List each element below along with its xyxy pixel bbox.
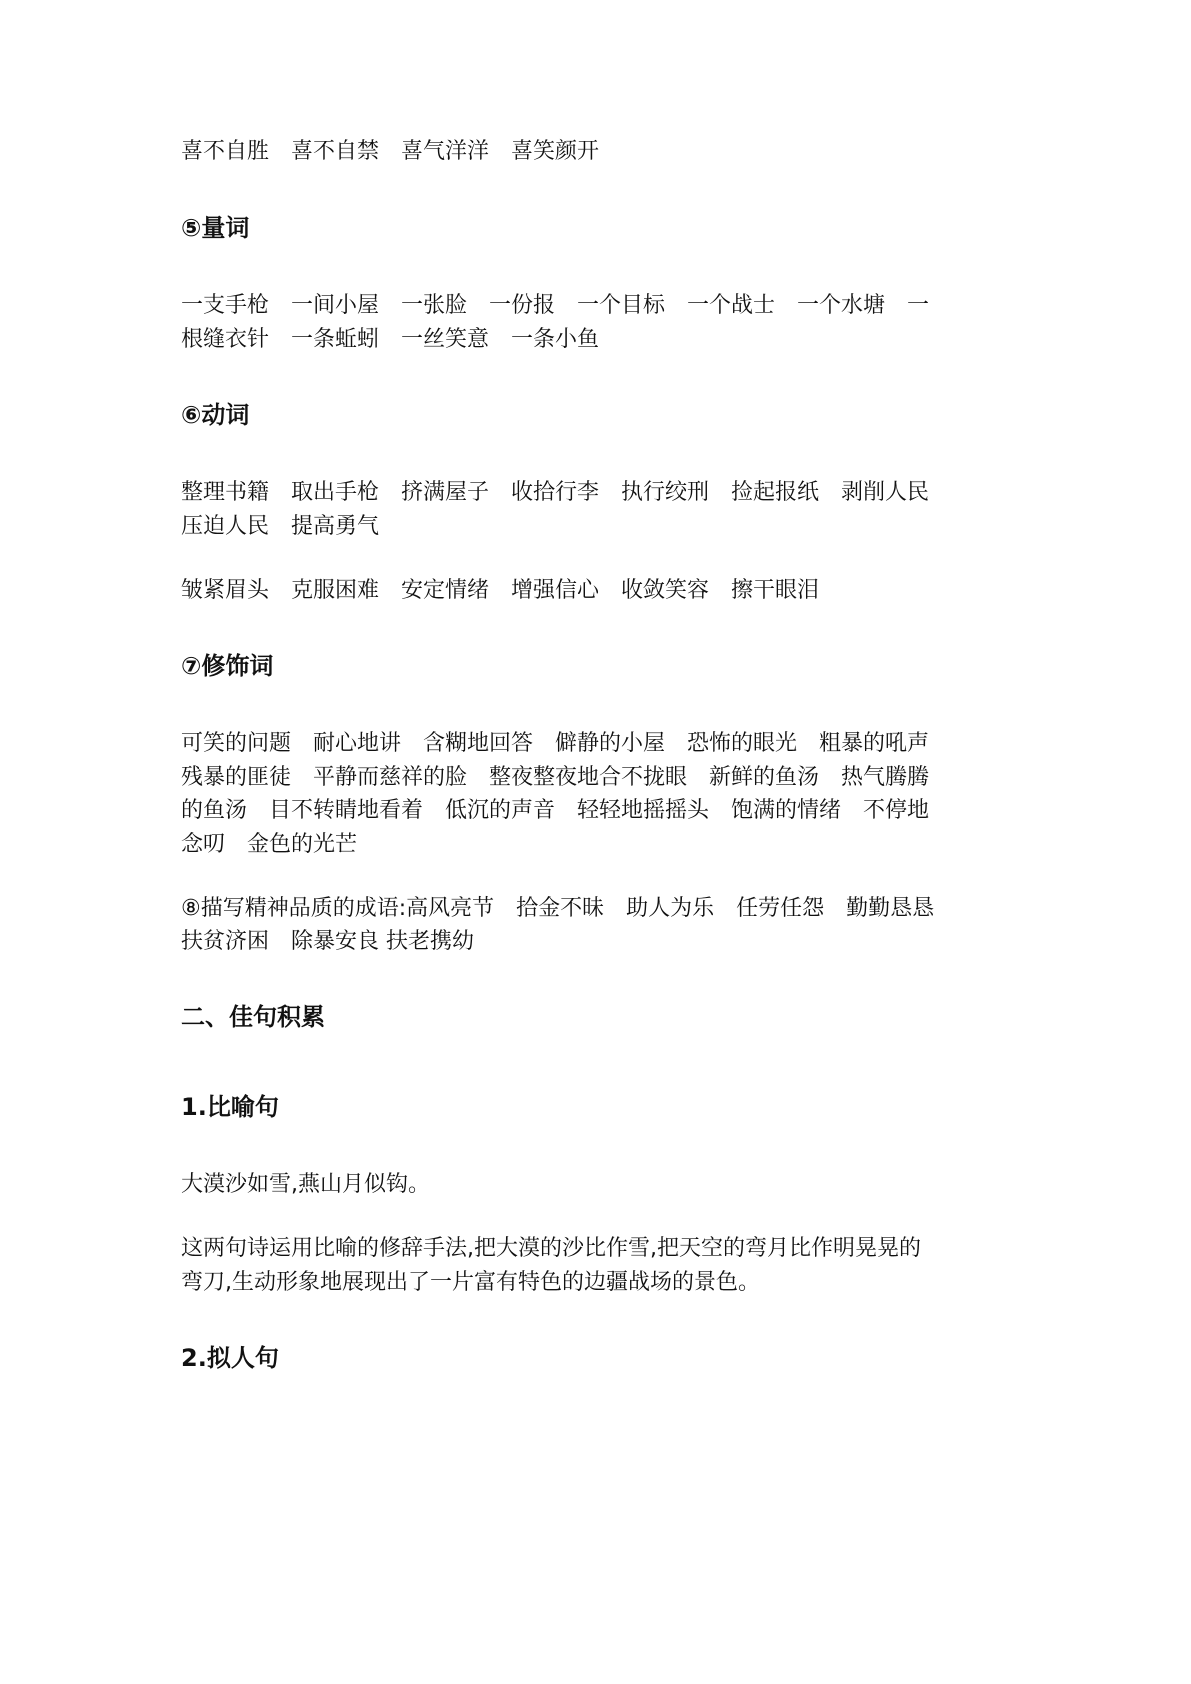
measure-words-line-1: 一支手枪 一间小屋 一张脸 一份报 一个目标 一个战士 一个水塘 一	[181, 293, 930, 318]
modifiers-line-1: 可笑的问题 耐心地讲 含糊地回答 僻静的小屋 恐怖的眼光 粗暴的吼声	[181, 731, 930, 756]
idioms-line-1: ⑧描写精神品质的成语:高风亮节 拾金不昧 助人为乐 任劳任怨 勤勤恳恳	[181, 896, 935, 921]
idioms-line-2: 扶贫济困 除暴安良 扶老携幼	[181, 929, 474, 954]
xi-idiom-line: 喜不自胜 喜不自禁 喜气洋洋 喜笑颜开	[181, 139, 600, 164]
verbs-line-3: 皱紧眉头 克服困难 安定情绪 增强信心 收敛笑容 擦干眼泪	[181, 578, 820, 603]
heading-measure-words: ⑤量词	[181, 214, 250, 242]
heading-metaphor: 1.比喻句	[181, 1093, 279, 1121]
heading-verbs: ⑥动词	[181, 401, 250, 429]
heading-good-sentences: 二、佳句积累	[181, 1003, 325, 1031]
modifiers-line-2: 残暴的匪徒 平静而慈祥的脸 整夜整夜地合不拢眼 新鲜的鱼汤 热气腾腾	[181, 765, 930, 790]
heading-modifiers: ⑦修饰词	[181, 652, 274, 680]
metaphor-example: 大漠沙如雪,燕山月似钩。	[181, 1172, 430, 1197]
verbs-line-2: 压迫人民 提高勇气	[181, 514, 380, 539]
heading-personification: 2.拟人句	[181, 1344, 279, 1372]
modifiers-line-3: 的鱼汤 目不转睛地看着 低沉的声音 轻轻地摇摇头 饱满的情绪 不停地	[181, 798, 930, 823]
measure-words-line-2: 根缝衣针 一条蚯蚓 一丝笑意 一条小鱼	[181, 327, 600, 352]
modifiers-line-4: 念叨 金色的光芒	[181, 832, 358, 857]
verbs-line-1: 整理书籍 取出手枪 挤满屋子 收拾行李 执行绞刑 捡起报纸 剥削人民	[181, 480, 930, 505]
metaphor-explanation-line-1: 这两句诗运用比喻的修辞手法,把大漠的沙比作雪,把天空的弯月比作明晃晃的	[181, 1236, 921, 1261]
metaphor-explanation-line-2: 弯刀,生动形象地展现出了一片富有特色的边疆战场的景色。	[181, 1270, 760, 1295]
